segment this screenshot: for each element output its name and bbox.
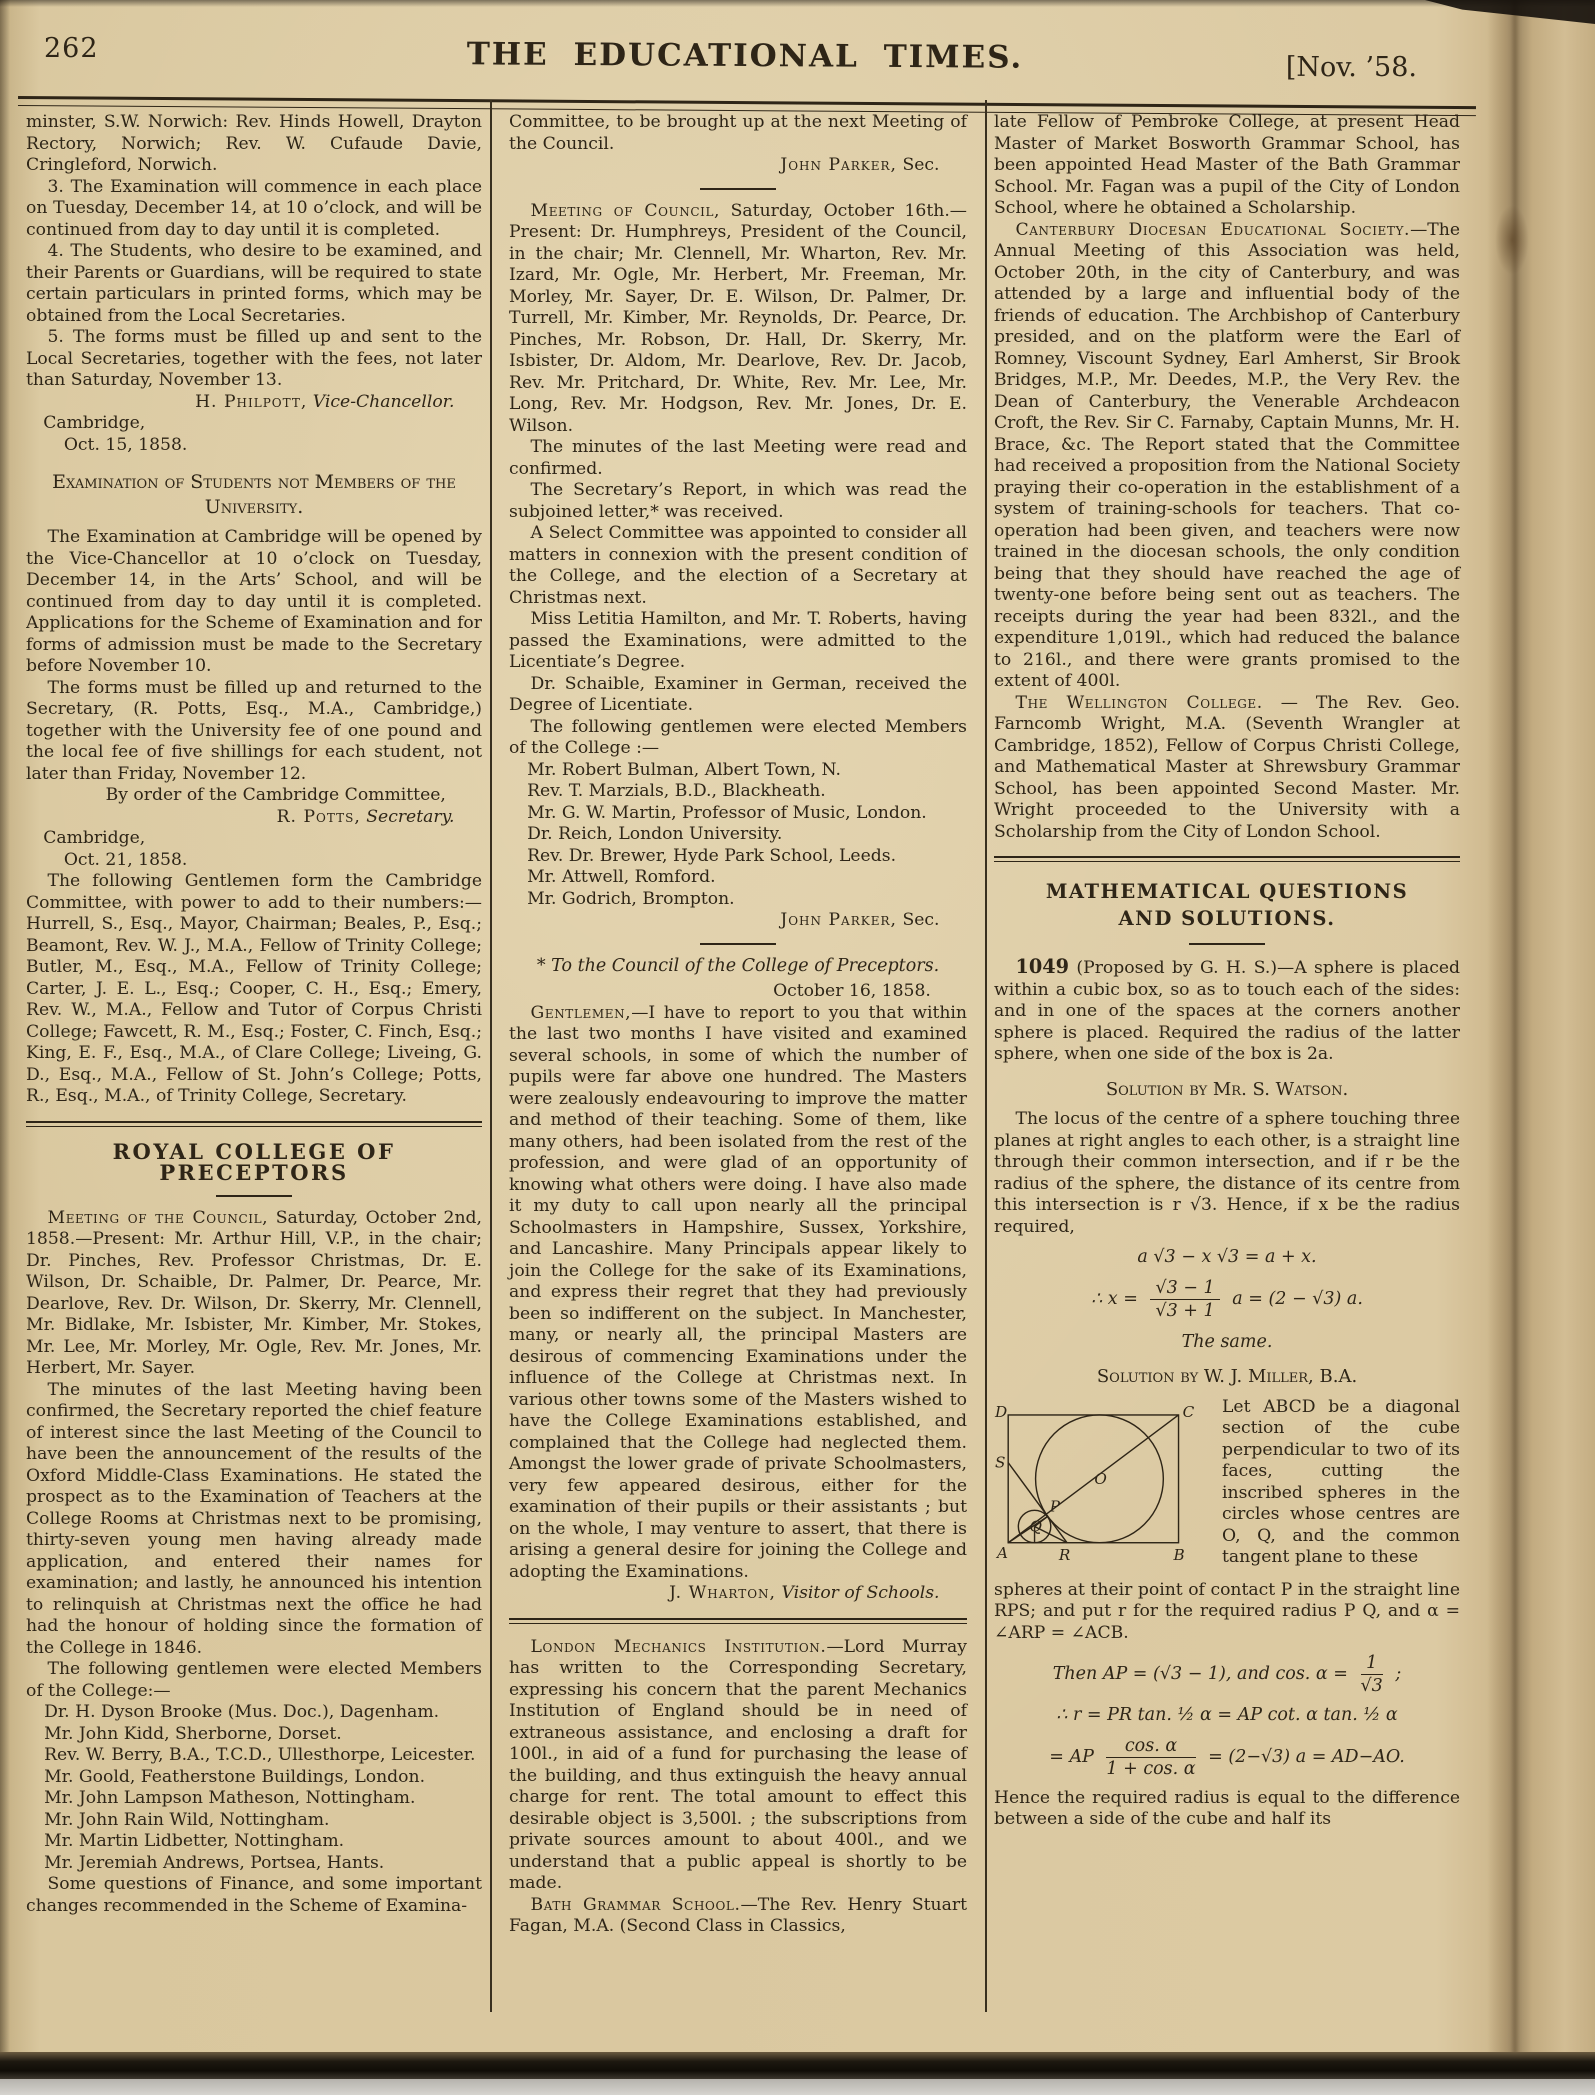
figure-label-b: B bbox=[1173, 1545, 1185, 1564]
gutter-crease bbox=[1513, 0, 1517, 2058]
paragraph-lead: Canterbury Diocesan Educational Society. bbox=[1015, 219, 1411, 240]
fraction-denominator: 1 + cos. α bbox=[1106, 1758, 1196, 1779]
column-2 bbox=[509, 112, 967, 2050]
signature-name: R. Potts, bbox=[276, 806, 361, 827]
equation: ∴ r = PR tan. ½ α = AP cot. α tan. ½ α bbox=[1056, 1705, 1398, 1725]
signature-role: Sec. bbox=[902, 910, 940, 930]
signature-name: H. Philpott, bbox=[195, 391, 308, 412]
signature-line bbox=[26, 392, 482, 414]
paragraph: Some questions of Finance, and some important changes recommended in the Scheme of Examina- bbox=[26, 1874, 482, 1916]
fraction bbox=[1106, 1736, 1195, 1779]
paragraph-lead: The Wellington College. bbox=[1015, 692, 1263, 713]
paragraph: Bath Grammar School.—The Rev. Henry Stuart Fagan, M.A. (Second Class in Classics, bbox=[509, 1894, 967, 1936]
double-rule bbox=[26, 1121, 482, 1127]
short-rule bbox=[216, 1195, 292, 1197]
page-left-edge bbox=[0, 0, 10, 2058]
solution-heading: Solution by Mr. S. Watson. bbox=[1105, 1078, 1349, 1100]
fraction bbox=[1361, 1653, 1383, 1696]
figure-label-a: A bbox=[997, 1543, 1009, 1562]
paragraph: 4. The Students, who desire to be examined, and their Parents or Guardians, will be required to state certain particulars in printed forms, which may be obtained from the Local Secretaries. bbox=[26, 241, 482, 326]
figure-label-o: O bbox=[1094, 1469, 1107, 1488]
table-surface bbox=[0, 2079, 1595, 2095]
issue-date: [Nov. ’58. bbox=[1285, 52, 1417, 83]
fraction-numerator: cos. α bbox=[1106, 1736, 1195, 1758]
paragraph: Canterbury Diocesan Educational Society.—The Annual Meeting of this Association was held, October 20th, in the city of Canterbury, and was attended by a large and influential body of the friends of education. The Archbishop of Canterbury presided, and on the platform were the Earl of Romney, Viscount Sydney, Earl Amherst, Sir Brook Bridges, M.P., Mr. Deedes, M.P., the Very Rev. the Dean of Canterbury, the Venerable Archdeacon Croft, the Rev. Sir C. Farnaby, Captain Munns, Mr. H. Brace, &c. The Report stated that the Committee had received a proposition from the National Society praying their co-operation in the establishment of a system of training-schools for teachers. That co-operation had been given, and teachers were now trained in the diocesan schools, the only condition being that they should have reached the age of twenty-one before being sent out as teachers. The receipts during the year had been 832l., and the expenditure 1,019l., which had reduced the balance to 216l., and there were grants promised to the extent of 400l. bbox=[994, 219, 1460, 691]
double-rule bbox=[509, 1618, 967, 1624]
section-title: MATHEMATICAL QUESTIONS AND SOLUTIONS. bbox=[1045, 880, 1409, 930]
equation: ∴ x = $\frac{√3 - 1}{√3 + 1}$ a = (2 − √3) a. bbox=[1091, 1277, 1363, 1321]
figure-label-q: Q bbox=[1029, 1517, 1042, 1536]
book-gutter bbox=[1487, 0, 1595, 2058]
paragraph: Meeting of Council, Saturday, October 16th.—Present: Dr. Humphreys, President of the Council, in the chair; Mr. Clennell, Mr. Wharton, Rev. Mr. Izard, Mr. Ogle, Mr. Herbert, Mr. Freeman, Mr. Morley, Mr. Sayer, Dr. E. Wilson, Dr. Palmer, Dr. Turrell, Mr. Kimber, Mr. Reynolds, Dr. Pearce, Dr. Pinches, Mr. Robson, Dr. Hall, Dr. Skerry, Mr. Isbister, Dr. Aldom, Mr. Dearlove, Rev. Dr. Jacob, Rev. Mr. Pritchard, Dr. White, Rev. Mr. Lee, Mr. Long, Rev. Mr. Hodgson, Rev. Mr. Jones, Dr. E. Wilson. bbox=[509, 200, 967, 436]
cube-section-diagram bbox=[994, 1402, 1212, 1578]
paragraph: A Select Committee was appointed to consider all matters in connexion with the present condition of the College, and the election of a Secretary at Christmas next. bbox=[509, 523, 967, 608]
paragraph: spheres at their point of contact P in the straight line RPS; and put r for the required radius P Q, and α = ∠ARP = ∠ACB. bbox=[994, 1579, 1460, 1643]
short-rule bbox=[1189, 943, 1265, 945]
signature-line bbox=[509, 155, 967, 177]
list-item: Dr. H. Dyson Brooke (Mus. Doc.), Dagenham. bbox=[44, 1702, 440, 1722]
solution-heading: Solution by W. J. Miller, B.A. bbox=[1096, 1366, 1358, 1387]
list-item: Mr. Godrich, Brompton. bbox=[527, 888, 735, 909]
paragraph: Miss Letitia Hamilton, and Mr. T. Roberts, having passed the Examinations, were admitted to the Licentiate’s Degree. bbox=[509, 609, 967, 672]
paragraph-lead: Gentlemen, bbox=[530, 1002, 632, 1023]
text-line: Oct. 21, 1858. bbox=[63, 849, 188, 870]
list-item: Mr. G. W. Martin, Professor of Music, London. bbox=[527, 802, 927, 823]
double-rule bbox=[994, 856, 1460, 862]
list-item: Mr. John Rain Wild, Nottingham. bbox=[44, 1809, 330, 1830]
figure-paragraph: D C S O P Q A R B Let ABCD be a diagonal section of the cube perpendicular to two of its faces, cutting the inscribed spheres in the circles whose centres are O, Q, and the common tangent plane to these bbox=[994, 1397, 1460, 1580]
equation: Then AP = (√3 − 1), and cos. α = $\frac{1}{√3}$ ; bbox=[1052, 1653, 1402, 1696]
list-item: Mr. Attwell, Romford. bbox=[527, 867, 716, 887]
list-item: Mr. Jeremiah Andrews, Portsea, Hants. bbox=[44, 1852, 385, 1873]
paragraph: Gentlemen,—I have to report to you that within the last two months I have visited and examined several schools, in some of which the number of pupils were far above one hundred. The Masters were zealously endeavouring to improve the matter and method of their teaching. Some of them, like many others, had been isolated from the rest of the profession, and were glad of an opportunity of knowing what others were doing. I have also made it my duty to call upon nearly all the principal Schoolmasters in Hampshire, Sussex, Yorkshire, and Lancashire. Many Principals appear likely to join the College for the sake of its Examinations, and express their regret that they had previously been so indifferent on the subject. In Manchester, many, or nearly all, the principal Masters are desirous of commencing Examinations under the influence of the College at Christmas next. In various other towns some of the Masters wished to have the College Examinations established, and complained that the College had neglected them. Amongst the lower grade of private Schoolmasters, very few appeared desirous, either for the examination of their pupils or their assistants ; but on the whole, I may venture to assert, that there is arising a general desire for joining the College and adopting the Examinations. bbox=[509, 1002, 967, 1582]
list-item: Mr. Goold, Featherstone Buildings, London. bbox=[44, 1766, 426, 1787]
signature-line bbox=[509, 1583, 967, 1605]
short-rule bbox=[700, 943, 776, 945]
italic-heading: * To the Council of the College of Preceptors. bbox=[536, 955, 940, 976]
paragraph: Committee, to be brought up at the next Meeting of the Council. bbox=[509, 112, 967, 154]
paragraph: Meeting of the Council, Saturday, October 2nd, 1858.—Present: Mr. Arthur Hill, V.P., in the chair; Dr. Pinches, Rev. Professor Christmas, Dr. E. Wilson, Dr. Schaible, Dr. Palmer, Dr. Pearce, Mr. Dearlove, Rev. Dr. Wilson, Dr. Skerry, Mr. Clennell, Mr. Bidlake, Mr. Isbister, Mr. Kimber, Mr. Stokes, Mr. Lee, Mr. Morley, Mr. Ogle, Rev. Mr. Jones, Mr. Herbert, Mr. Sayer. bbox=[26, 1207, 482, 1378]
photo-top-edge bbox=[0, 0, 1595, 7]
equation: = AP $\frac{\cos. \alpha}{1 + \cos. \alpha}$ = (2−√3) a = AD−AO. bbox=[1049, 1735, 1405, 1779]
section-heading: Examination of Students not Members of the University. bbox=[52, 471, 456, 518]
list-item: Rev. W. Berry, B.A., T.C.D., Ullesthorpe, Leicester. bbox=[44, 1745, 476, 1765]
paragraph: Hence the required radius is equal to the difference between a side of the cube and half its bbox=[994, 1787, 1460, 1829]
list-item: Mr. Robert Bulman, Albert Town, N. bbox=[527, 759, 841, 780]
text-line: October 16, 1858. bbox=[773, 981, 931, 1001]
paragraph: 3. The Examination will commence in each place on Tuesday, December 14, at 10 o’clock, and will be continued from day to day until it is completed. bbox=[26, 176, 482, 240]
signature-name: John Parker, bbox=[780, 910, 897, 930]
italic-heading: The same. bbox=[1181, 1331, 1273, 1352]
paragraph: The locus of the centre of a sphere touching three planes at right angles to each other, is a straight line through their common intersection, and if r be the radius of the sphere, the distance of its centre from this intersection is r √3. Hence, if x be the radius required, bbox=[994, 1109, 1460, 1237]
paragraph: 1049 (Proposed by G. H. S.)—A sphere is placed within a cubic box, so as to touch each of the sides: and in one of the spaces at the corners another sphere is placed. Required the radius of the latter sphere, when one side of the box is 2a. bbox=[994, 955, 1460, 1064]
paragraph-lead: 1049 bbox=[1015, 955, 1070, 978]
signature-role: Secretary. bbox=[366, 806, 455, 827]
list-item: Dr. Reich, London University. bbox=[527, 824, 783, 844]
column-3 bbox=[994, 112, 1460, 2050]
paragraph: late Fellow of Pembroke College, at present Head Master of Market Bosworth Grammar School, has been appointed Head Master of the Bath Grammar School. Mr. Fagan was a pupil of the City of London School, where he obtained a Scholarship. bbox=[994, 112, 1460, 218]
text-line: Oct. 15, 1858. bbox=[63, 434, 188, 455]
photo-bottom-edge bbox=[0, 2052, 1595, 2079]
paragraph: The forms must be filled up and returned to the Secretary, (R. Potts, Esq., M.A., Cambridge,) together with the University fee of one pound and the local fee of five shillings for each student, not later than Friday, November 12. bbox=[26, 677, 482, 784]
paragraph: The Secretary’s Report, in which was read the subjoined letter,* was received. bbox=[509, 480, 967, 522]
text-line: Cambridge, bbox=[43, 828, 146, 848]
column-1 bbox=[26, 112, 482, 2050]
fraction-numerator: 1 bbox=[1361, 1653, 1383, 1675]
paragraph: 5. The forms must be filled up and sent to the Local Secretaries, together with the fees, not later than Saturday, November 13. bbox=[26, 327, 482, 390]
paragraph-lead: Bath Grammar School. bbox=[530, 1894, 741, 1915]
paragraph: Dr. Schaible, Examiner in German, received the Degree of Licentiate. bbox=[509, 673, 967, 715]
paragraph: The minutes of the last Meeting were read and confirmed. bbox=[509, 437, 967, 479]
signature-role: Vice-Chancellor. bbox=[312, 391, 455, 412]
signature-name: John Parker, bbox=[780, 155, 897, 175]
signature-name: J. Wharton, bbox=[669, 1583, 777, 1603]
list-item: Rev. T. Marzials, B.D., Blackheath. bbox=[527, 781, 826, 801]
text-line: Cambridge, bbox=[43, 413, 146, 433]
figure-label-d: D bbox=[995, 1402, 1008, 1421]
equation: a √3 − x √3 = a + x. bbox=[1137, 1247, 1317, 1267]
columns-container bbox=[26, 112, 1478, 2050]
fraction bbox=[1150, 1278, 1219, 1321]
paragraph: London Mechanics Institution.—Lord Murray has written to the Corresponding Secretary, expressing his concern that the parent Mechanics Institution of England should be in need of extraneous assistance, and enclosing a draft for 100l., in aid of a fund for purchasing the lease of the building, and thus extinguish the heavy annual charge for rent. The total amount to effect this desirable object is 3,500l. ; the subscriptions from private sources amount to about 400l., and we understand that a public appeal is shortly to be made. bbox=[509, 1636, 967, 1893]
paragraph: The Wellington College. — The Rev. Geo. Farncomb Wright, M.A. (Seventh Wrangler at Cambridge, 1852), Fellow of Corpus Christi College, and Mathematical Master at Shrewsbury Grammar School, has been appointed Second Master. Mr. Wright proceeded to the University with a Scholarship from the City of London School. bbox=[994, 692, 1460, 842]
geometry-figure bbox=[994, 1402, 1212, 1578]
paragraph: The following gentlemen were elected Members of the College :— bbox=[509, 716, 967, 758]
masthead-title: THE EDUCATIONAL TIMES. bbox=[466, 36, 1024, 76]
paragraph-lead: London Mechanics Institution. bbox=[530, 1636, 827, 1657]
fraction-numerator: √3 − 1 bbox=[1150, 1278, 1219, 1300]
list-item: Mr. John Kidd, Sherborne, Dorset. bbox=[44, 1723, 342, 1744]
paragraph: The following Gentlemen form the Cambridge Committee, with power to add to their numbers:— Hurrell, S., Esq., Mayor, Chairman; Beales, P., Esq.; Beamont, Rev. W. J., M.A., Fellow of Trinity College; Butler, M., Esq., M.A., Fellow of Trinity College; Carter, J. E. L., Esq.; Cooper, C. H., Esq.; Emery, Rev. W., M.A., Fellow and Tutor of Corpus Christi College; Fawcett, R. M., Esq.; Foster, C. Finch, Esq.; King, E. F., Esq., M.A., of Clare College; Liveing, G. D., Esq., M.A., Fellow of St. John’s College; Potts, R., Esq., M.A., of Trinity College, Secretary. bbox=[26, 871, 482, 1106]
paragraph: The minutes of the last Meeting having been confirmed, the Secretary reported the chief feature of interest since the last Meeting of the Council to have been the announcement of the results of the Oxford Middle-Class Examinations. He stated the prospect as to the Examination of Teachers at the College Rooms at Christmas next to be promising, thirty-seven young men having already made application, and entered their names for examination; and lastly, he announced his intention to relinquish at Christmas next the office he had had the honour of holding since the formation of the College in 1846. bbox=[26, 1379, 482, 1658]
figure-label-p: P bbox=[1049, 1496, 1061, 1515]
paragraph-lead: Meeting of Council, bbox=[530, 200, 721, 221]
list-item: Mr. Martin Lidbetter, Nottingham. bbox=[44, 1831, 345, 1851]
signature-role: Visitor of Schools. bbox=[781, 1583, 940, 1603]
fraction-denominator: √3 + 1 bbox=[1155, 1300, 1215, 1321]
list-item: Mr. John Lampson Matheson, Nottingham. bbox=[44, 1788, 416, 1808]
section-title: ROYAL COLLEGE OF PRECEPTORS bbox=[112, 1138, 396, 1185]
page-stain bbox=[1495, 205, 1529, 275]
text-line: By order of the Cambridge Committee, bbox=[105, 785, 446, 805]
figure-label-s: S bbox=[995, 1453, 1006, 1472]
paragraph: minster, S.W. Norwich: Rev. Hinds Howell, Drayton Rectory, Norwich; Rev. W. Cufaude Davie, Cringleford, Norwich. bbox=[26, 112, 482, 175]
paragraph: The Examination at Cambridge will be opened by the Vice-Chancellor at 10 o’clock on Tuesday, December 14, in the Arts’ School, and will be continued from day to day until it is completed. Applications for the Scheme of Examination and for forms of admission must be made to the Secretary before November 10. bbox=[26, 527, 482, 676]
short-rule bbox=[700, 188, 776, 190]
fraction-denominator: √3 bbox=[1360, 1676, 1383, 1696]
paragraph-lead: Meeting of the Council, bbox=[47, 1207, 269, 1228]
figure-label-r: R bbox=[1058, 1545, 1071, 1564]
paragraph: The following gentlemen were elected Members of the College:— bbox=[26, 1659, 482, 1701]
list-item: Rev. Dr. Brewer, Hyde Park School, Leeds. bbox=[527, 845, 897, 866]
figure-label-c: C bbox=[1182, 1402, 1195, 1421]
page-number: 262 bbox=[44, 33, 99, 64]
signature-role: Sec. bbox=[902, 155, 940, 175]
signature-line bbox=[509, 910, 967, 932]
signature-line bbox=[26, 807, 482, 829]
